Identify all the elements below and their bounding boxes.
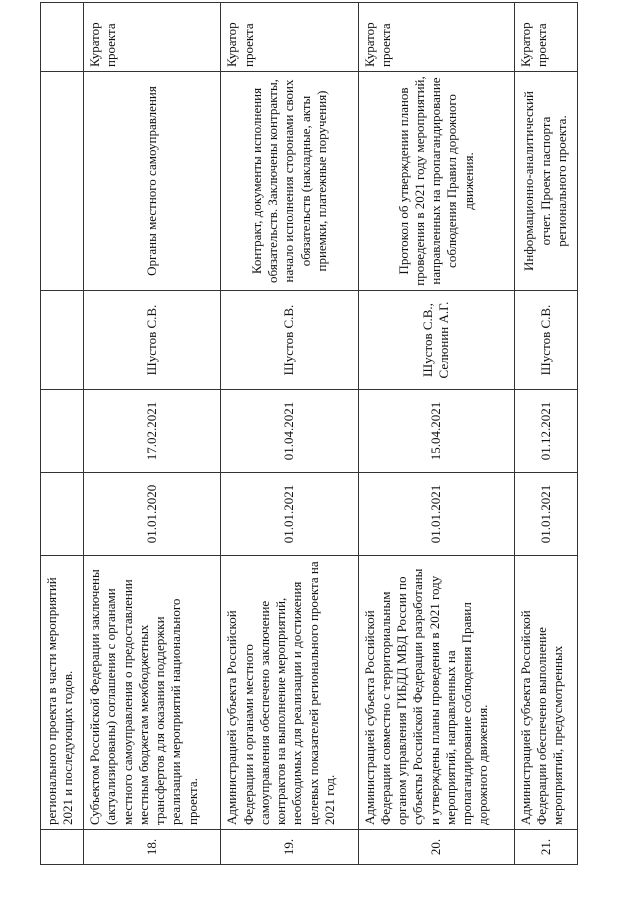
cell-start-date: 01.01.2021: [514, 473, 577, 556]
cell-number: 18.: [84, 830, 221, 865]
cell-start-date: 01.01.2020: [84, 473, 221, 556]
table-body: [41, 3, 578, 865]
cell-number: [41, 830, 84, 865]
cell-responsible: [41, 291, 84, 390]
cell-end-date: 01.04.2021: [221, 390, 358, 473]
cell-control: Куратор проекта: [358, 3, 514, 72]
cell-number: 19.: [221, 830, 358, 865]
cell-control: Куратор проекта: [514, 3, 577, 72]
rotated-table-container: [40, 22, 600, 865]
cell-control: [41, 3, 84, 72]
cell-end-date: [41, 390, 84, 473]
cell-action: Субъектом Российской Федерации заключены (актуализированы) соглашения с органами местного самоуправления о предоставлении местным бюджетам межбюджетных трансфертов для оказания поддержки реализации мероприятий национального проекта.: [84, 556, 221, 830]
cell-number: 20.: [358, 830, 514, 865]
cell-start-date: 01.01.2021: [358, 473, 514, 556]
cell-start-date: [41, 473, 84, 556]
cell-end-date: 17.02.2021: [84, 390, 221, 473]
table-row: [221, 3, 358, 865]
cell-responsible: Шустов С.В.: [84, 291, 221, 390]
cell-action: регионального проекта в части мероприятий 2021 и последующих годов.: [41, 556, 84, 830]
cell-control: Куратор проекта: [84, 3, 221, 72]
cell-result: Протокол об утверждении планов проведения в 2021 году мероприятий, направленных на пропагандирование соблюдения Правил дорожного движения.: [358, 72, 514, 291]
continuation-row: [41, 3, 84, 865]
table-row: [514, 3, 577, 865]
cell-result: [41, 72, 84, 291]
cell-action: Администрацией субъекта Российской Федерации совместно с территориальным органом управления ГИБДД МВД России по субъекты Российской Федерации разработаны и утверждены планы проведения в 2021 году мероприятий, направленных на пропагандирование соблюдения Правил дорожного движения.: [358, 556, 514, 830]
table-row: [358, 3, 514, 865]
cell-responsible: Шустов С.В., Селюнин А.Г.: [358, 291, 514, 390]
cell-result: Контракт, документы исполнения обязательств. Заключены контракты, начало исполнения сторонами своих обязательств (накладные, акты приемки, платежные поручения): [221, 72, 358, 291]
cell-control: Куратор проекта: [221, 3, 358, 72]
cell-action: Администрацией субъекта Российской Федерации и органами местного самоуправления обеспечено заключение контрактов на выполнение мероприятий, необходимых для реализации и достижения целевых показателей регионального проекта на 2021 год.: [221, 556, 358, 830]
cell-result: Органы местного самоуправления: [84, 72, 221, 291]
table-row: [84, 3, 221, 865]
cell-action: Администрацией субъекта Российской Федерации обеспечено выполнение мероприятий, предусмотренных: [514, 556, 577, 830]
cell-responsible: Шустов С.В.: [221, 291, 358, 390]
cell-start-date: 01.01.2021: [221, 473, 358, 556]
project-plan-table: [40, 2, 578, 865]
cell-responsible: Шустов С.В.: [514, 291, 577, 390]
cell-end-date: 01.12.2021: [514, 390, 577, 473]
cell-number: 21.: [514, 830, 577, 865]
cell-end-date: 15.04.2021: [358, 390, 514, 473]
cell-result: Информационно-аналитический отчет. Проект паспорта регионального проекта.: [514, 72, 577, 291]
